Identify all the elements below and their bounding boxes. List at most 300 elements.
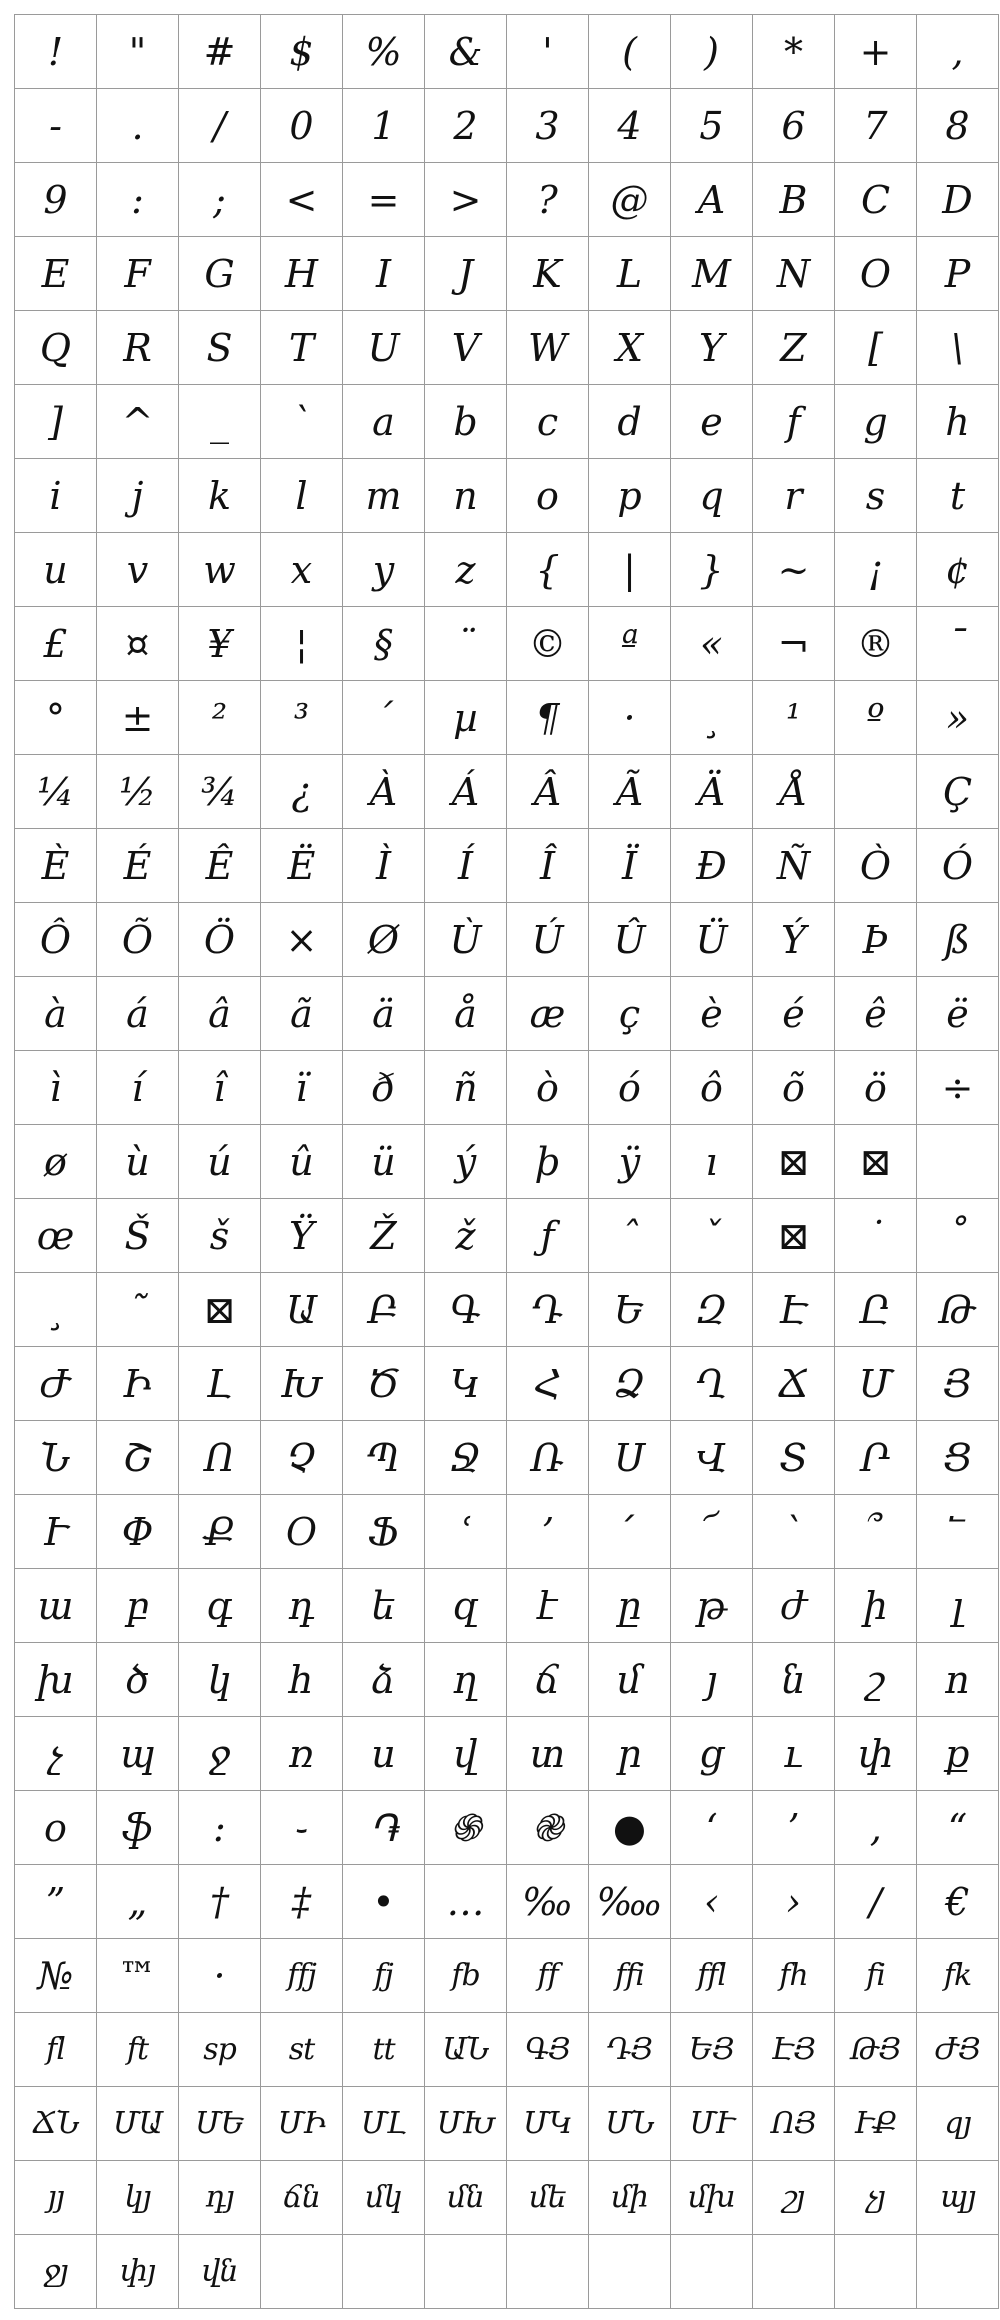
glyph-row bbox=[15, 977, 999, 1051]
glyph-cell: tt bbox=[343, 2013, 425, 2087]
glyph-cell: Ջ bbox=[425, 1421, 507, 1495]
glyph-cell: í bbox=[97, 1051, 179, 1125]
glyph-cell: ¥ bbox=[179, 607, 261, 681]
glyph-cell: k bbox=[179, 459, 261, 533]
glyph-cell: Ճ bbox=[753, 1347, 835, 1421]
glyph-cell: յյ bbox=[15, 2161, 97, 2235]
glyph-cell: ⊠ bbox=[835, 1125, 917, 1199]
glyph-cell: պյ bbox=[917, 2161, 999, 2235]
glyph-cell: ՞ bbox=[835, 1495, 917, 1569]
glyph-row bbox=[15, 237, 999, 311]
glyph-cell: á bbox=[97, 977, 179, 1051]
glyph-cell: կյ bbox=[97, 2161, 179, 2235]
glyph-cell: « bbox=[671, 607, 753, 681]
glyph-row bbox=[15, 1273, 999, 1347]
glyph-cell: ∕ bbox=[835, 1865, 917, 1939]
glyph-cell: õ bbox=[753, 1051, 835, 1125]
glyph-cell: A bbox=[671, 163, 753, 237]
glyph-cell: ˙ bbox=[835, 1199, 917, 1273]
glyph-cell: Գ bbox=[425, 1273, 507, 1347]
glyph-cell: ն bbox=[753, 1643, 835, 1717]
glyph-cell: ª bbox=[589, 607, 671, 681]
glyph-cell: h bbox=[917, 385, 999, 459]
glyph-cell: ¾ bbox=[179, 755, 261, 829]
glyph-cell: n bbox=[425, 459, 507, 533]
glyph-cell: r bbox=[753, 459, 835, 533]
glyph-cell: ffl bbox=[671, 1939, 753, 2013]
glyph-cell: e bbox=[671, 385, 753, 459]
glyph-row bbox=[15, 1347, 999, 1421]
glyph-cell: j bbox=[97, 459, 179, 533]
glyph-cell: ՙ bbox=[425, 1495, 507, 1569]
glyph-row bbox=[15, 1421, 999, 1495]
glyph-cell: † bbox=[179, 1865, 261, 1939]
glyph-cell: < bbox=[261, 163, 343, 237]
glyph-cell: Û bbox=[589, 903, 671, 977]
glyph-cell: ° bbox=[15, 681, 97, 755]
glyph-cell: fj bbox=[343, 1939, 425, 2013]
glyph-cell: ¢ bbox=[917, 533, 999, 607]
glyph-cell: ˆ bbox=[589, 1199, 671, 1273]
glyph-cell: շյ bbox=[753, 2161, 835, 2235]
glyph-cell: ձ bbox=[343, 1643, 425, 1717]
glyph-cell: ð bbox=[343, 1051, 425, 1125]
glyph-cell: Þ bbox=[835, 903, 917, 977]
glyph-cell: Õ bbox=[97, 903, 179, 977]
glyph-cell: ¶ bbox=[507, 681, 589, 755]
glyph-cell: $ bbox=[261, 15, 343, 89]
glyph-cell: դ bbox=[261, 1569, 343, 1643]
glyph-row bbox=[15, 1125, 999, 1199]
glyph-cell: ՝ bbox=[753, 1495, 835, 1569]
glyph-cell: ՄԻ bbox=[261, 2087, 343, 2161]
glyph-cell: u bbox=[15, 533, 97, 607]
glyph-cell: 1 bbox=[343, 89, 425, 163]
glyph-cell: ƒ bbox=[507, 1199, 589, 1273]
glyph-cell: Ÿ bbox=[261, 1199, 343, 1273]
glyph-cell: Խ bbox=[261, 1347, 343, 1421]
glyph-cell: Ë bbox=[261, 829, 343, 903]
glyph-cell: ՟ bbox=[917, 1495, 999, 1569]
glyph-cell: fl bbox=[15, 2013, 97, 2087]
glyph-cell: M bbox=[671, 237, 753, 311]
glyph-cell: “ bbox=[917, 1791, 999, 1865]
glyph-cell: ñ bbox=[425, 1051, 507, 1125]
glyph-row bbox=[15, 459, 999, 533]
glyph-cell: ֆ bbox=[97, 1791, 179, 1865]
glyph-cell: ի bbox=[835, 1569, 917, 1643]
glyph-cell: Մ bbox=[835, 1347, 917, 1421]
glyph-cell: ԴՅ bbox=[589, 2013, 671, 2087]
glyph-cell: ' bbox=[507, 15, 589, 89]
glyph-row bbox=[15, 1717, 999, 1791]
glyph-cell: é bbox=[753, 977, 835, 1051]
glyph-cell: ® bbox=[835, 607, 917, 681]
glyph-cell: Թ bbox=[917, 1273, 999, 1347]
glyph-cell: ՄԱ bbox=[97, 2087, 179, 2161]
glyph-cell: ÷ bbox=[917, 1051, 999, 1125]
empty-glyph-cell bbox=[917, 2235, 999, 2309]
glyph-cell: I bbox=[343, 237, 425, 311]
glyph-cell: Ê bbox=[179, 829, 261, 903]
glyph-cell: ô bbox=[671, 1051, 753, 1125]
glyph-cell: Բ bbox=[343, 1273, 425, 1347]
glyph-cell: - bbox=[15, 89, 97, 163]
glyph-row bbox=[15, 311, 999, 385]
glyph-cell: © bbox=[507, 607, 589, 681]
glyph-cell: ¸ bbox=[671, 681, 753, 755]
glyph-cell: ± bbox=[97, 681, 179, 755]
glyph-cell: a bbox=[343, 385, 425, 459]
glyph-cell: 8 bbox=[917, 89, 999, 163]
glyph-cell: ¿ bbox=[261, 755, 343, 829]
glyph-cell: Š bbox=[97, 1199, 179, 1273]
glyph-cell: ծ bbox=[97, 1643, 179, 1717]
glyph-cell: ՚ bbox=[507, 1495, 589, 1569]
glyph-cell: ‰ bbox=[507, 1865, 589, 1939]
glyph-cell: ժ bbox=[753, 1569, 835, 1643]
glyph-cell: ¦ bbox=[261, 607, 343, 681]
glyph-cell: fk bbox=[917, 1939, 999, 2013]
glyph-cell: W bbox=[507, 311, 589, 385]
glyph-cell: Y bbox=[671, 311, 753, 385]
glyph-cell: Å bbox=[753, 755, 835, 829]
glyph-cell: ’ bbox=[753, 1791, 835, 1865]
glyph-cell: Ì bbox=[343, 829, 425, 903]
glyph-cell: ¨ bbox=[425, 607, 507, 681]
glyph-row bbox=[15, 1865, 999, 1939]
glyph-cell: [ bbox=[835, 311, 917, 385]
glyph-cell: Ñ bbox=[753, 829, 835, 903]
glyph-cell: fi bbox=[835, 1939, 917, 2013]
glyph-cell: Ձ bbox=[589, 1347, 671, 1421]
glyph-cell: £ bbox=[15, 607, 97, 681]
glyph-cell: / bbox=[179, 89, 261, 163]
glyph-cell: մխ bbox=[671, 2161, 753, 2235]
glyph-cell: ú bbox=[179, 1125, 261, 1199]
glyph-cell: & bbox=[425, 15, 507, 89]
glyph-cell: qյ bbox=[917, 2087, 999, 2161]
glyph-cell: fh bbox=[753, 1939, 835, 2013]
empty-glyph-cell bbox=[835, 2235, 917, 2309]
glyph-cell: å bbox=[425, 977, 507, 1051]
glyph-cell: ] bbox=[15, 385, 97, 459]
glyph-row bbox=[15, 385, 999, 459]
empty-glyph-cell bbox=[753, 2235, 835, 2309]
glyph-cell: Ò bbox=[835, 829, 917, 903]
glyph-cell: ý bbox=[425, 1125, 507, 1199]
glyph-cell: ~ bbox=[753, 533, 835, 607]
glyph-cell: · bbox=[179, 1939, 261, 2013]
glyph-cell: y bbox=[343, 533, 425, 607]
glyph-cell: մի bbox=[589, 2161, 671, 2235]
empty-glyph-cell bbox=[917, 1125, 999, 1199]
glyph-cell: î bbox=[179, 1051, 261, 1125]
glyph-cell: Ր bbox=[835, 1421, 917, 1495]
glyph-cell: D bbox=[917, 163, 999, 237]
glyph-cell: ž bbox=[425, 1199, 507, 1273]
glyph-cell: ² bbox=[179, 681, 261, 755]
glyph-cell: ¯ bbox=[917, 607, 999, 681]
glyph-cell: ff bbox=[507, 1939, 589, 2013]
glyph-cell: æ bbox=[507, 977, 589, 1051]
glyph-chart-grid bbox=[14, 14, 999, 2309]
glyph-cell: 7 bbox=[835, 89, 917, 163]
glyph-cell: տ bbox=[507, 1717, 589, 1791]
glyph-cell: ՄԼ bbox=[343, 2087, 425, 2161]
glyph-cell: օ bbox=[15, 1791, 97, 1865]
glyph-cell: ՄԽ bbox=[425, 2087, 507, 2161]
glyph-cell: ffj bbox=[261, 1939, 343, 2013]
empty-glyph-cell bbox=[507, 2235, 589, 2309]
glyph-cell: Â bbox=[507, 755, 589, 829]
glyph-cell: ft bbox=[97, 2013, 179, 2087]
glyph-cell: ” bbox=[15, 1865, 97, 1939]
glyph-cell: ; bbox=[179, 163, 261, 237]
glyph-cell: } bbox=[671, 533, 753, 607]
glyph-cell: հ bbox=[261, 1643, 343, 1717]
glyph-cell: c bbox=[507, 385, 589, 459]
glyph-cell: մ bbox=[589, 1643, 671, 1717]
glyph-row bbox=[15, 163, 999, 237]
glyph-cell: ց bbox=[671, 1717, 753, 1791]
glyph-cell: թ bbox=[671, 1569, 753, 1643]
glyph-cell: Կ bbox=[425, 1347, 507, 1421]
glyph-cell: ‹ bbox=[671, 1865, 753, 1939]
glyph-cell: 9 bbox=[15, 163, 97, 237]
glyph-cell: š bbox=[179, 1199, 261, 1273]
glyph-cell: ı bbox=[671, 1125, 753, 1199]
glyph-cell: V bbox=[425, 311, 507, 385]
glyph-cell: 0 bbox=[261, 89, 343, 163]
glyph-cell: ռ bbox=[261, 1717, 343, 1791]
glyph-cell: sp bbox=[179, 2013, 261, 2087]
glyph-cell: œ bbox=[15, 1199, 97, 1273]
glyph-cell: Ց bbox=[917, 1421, 999, 1495]
glyph-cell: Ö bbox=[179, 903, 261, 977]
glyph-cell: ö bbox=[835, 1051, 917, 1125]
glyph-cell: g bbox=[835, 385, 917, 459]
glyph-cell: յ bbox=[671, 1643, 753, 1717]
glyph-row bbox=[15, 533, 999, 607]
glyph-cell: վն bbox=[179, 2235, 261, 2309]
glyph-cell: ¼ bbox=[15, 755, 97, 829]
glyph-cell: ֊ bbox=[261, 1791, 343, 1865]
glyph-cell: մն bbox=[425, 2161, 507, 2235]
glyph-row bbox=[15, 1643, 999, 1717]
glyph-cell: fb bbox=[425, 1939, 507, 2013]
glyph-cell: › bbox=[753, 1865, 835, 1939]
glyph-cell: ՒՔ bbox=[835, 2087, 917, 2161]
glyph-row bbox=[15, 681, 999, 755]
glyph-cell: ò bbox=[507, 1051, 589, 1125]
glyph-cell: ը bbox=[589, 1569, 671, 1643]
glyph-row bbox=[15, 1199, 999, 1273]
glyph-row bbox=[15, 903, 999, 977]
glyph-cell: փյ bbox=[97, 2235, 179, 2309]
glyph-cell: @ bbox=[589, 163, 671, 237]
empty-glyph-cell bbox=[671, 2235, 753, 2309]
glyph-cell: ղ bbox=[425, 1643, 507, 1717]
glyph-cell: մկ bbox=[343, 2161, 425, 2235]
glyph-cell: Ֆ bbox=[343, 1495, 425, 1569]
glyph-cell: # bbox=[179, 15, 261, 89]
glyph-cell: { bbox=[507, 533, 589, 607]
empty-glyph-cell bbox=[261, 2235, 343, 2309]
glyph-cell: º bbox=[835, 681, 917, 755]
glyph-cell: Ä bbox=[671, 755, 753, 829]
glyph-cell: L bbox=[589, 237, 671, 311]
glyph-cell: ¸ bbox=[15, 1273, 97, 1347]
empty-glyph-cell bbox=[425, 2235, 507, 2309]
glyph-cell: Q bbox=[15, 311, 97, 385]
glyph-cell: % bbox=[343, 15, 425, 89]
glyph-cell: Ե bbox=[589, 1273, 671, 1347]
glyph-cell: m bbox=[343, 459, 425, 533]
glyph-cell: 4 bbox=[589, 89, 671, 163]
glyph-cell: É bbox=[97, 829, 179, 903]
empty-glyph-cell bbox=[589, 2235, 671, 2309]
glyph-cell: O bbox=[835, 237, 917, 311]
glyph-cell: Ï bbox=[589, 829, 671, 903]
glyph-cell: ß bbox=[917, 903, 999, 977]
glyph-cell: № bbox=[15, 1939, 97, 2013]
glyph-cell: ø bbox=[15, 1125, 97, 1199]
glyph-cell: Ó bbox=[917, 829, 999, 903]
glyph-cell: ˜ bbox=[97, 1273, 179, 1347]
glyph-cell: N bbox=[753, 237, 835, 311]
glyph-cell: ճն bbox=[261, 2161, 343, 2235]
glyph-cell: _ bbox=[179, 385, 261, 459]
glyph-cell: Ք bbox=[179, 1495, 261, 1569]
glyph-cell: ո bbox=[917, 1643, 999, 1717]
glyph-cell: ˇ bbox=[671, 1199, 753, 1273]
glyph-cell: ք bbox=[917, 1717, 999, 1791]
glyph-cell: Օ bbox=[261, 1495, 343, 1569]
glyph-cell: ՈՅ bbox=[753, 2087, 835, 2161]
glyph-cell: ê bbox=[835, 977, 917, 1051]
glyph-cell: T bbox=[261, 311, 343, 385]
glyph-cell: ։ bbox=[179, 1791, 261, 1865]
glyph-cell: > bbox=[425, 163, 507, 237]
glyph-cell: J bbox=[425, 237, 507, 311]
glyph-cell: z bbox=[425, 533, 507, 607]
glyph-cell: Ս bbox=[589, 1421, 671, 1495]
glyph-cell: ՄՆ bbox=[589, 2087, 671, 2161]
glyph-cell: ՜ bbox=[671, 1495, 753, 1569]
glyph-cell: ¡ bbox=[835, 533, 917, 607]
glyph-cell: ֎ bbox=[507, 1791, 589, 1865]
glyph-cell: Ø bbox=[343, 903, 425, 977]
glyph-cell: q bbox=[671, 459, 753, 533]
glyph-row bbox=[15, 2087, 999, 2161]
glyph-cell: p bbox=[589, 459, 671, 533]
glyph-cell: ւ bbox=[753, 1717, 835, 1791]
glyph-cell: Դ bbox=[507, 1273, 589, 1347]
glyph-chart-body bbox=[15, 15, 999, 2309]
glyph-cell: o bbox=[507, 459, 589, 533]
glyph-cell: Ա bbox=[261, 1273, 343, 1347]
glyph-cell: à bbox=[15, 977, 97, 1051]
glyph-cell: Ը bbox=[835, 1273, 917, 1347]
glyph-cell: ⊠ bbox=[753, 1199, 835, 1273]
glyph-cell: Պ bbox=[343, 1421, 425, 1495]
glyph-row bbox=[15, 2161, 999, 2235]
glyph-cell: ‘ bbox=[671, 1791, 753, 1865]
glyph-cell: ù bbox=[97, 1125, 179, 1199]
glyph-cell: € bbox=[917, 1865, 999, 1939]
glyph-cell: · bbox=[589, 681, 671, 755]
glyph-cell: ճ bbox=[507, 1643, 589, 1717]
glyph-cell: ե bbox=[343, 1569, 425, 1643]
glyph-cell: ³ bbox=[261, 681, 343, 755]
glyph-cell: ԷՅ bbox=[753, 2013, 835, 2087]
glyph-cell: E bbox=[15, 237, 97, 311]
glyph-cell: ՃՆ bbox=[15, 2087, 97, 2161]
glyph-cell: ? bbox=[507, 163, 589, 237]
glyph-cell: ԳՅ bbox=[507, 2013, 589, 2087]
glyph-row bbox=[15, 1569, 999, 1643]
glyph-row bbox=[15, 89, 999, 163]
glyph-cell: Ð bbox=[671, 829, 753, 903]
glyph-cell: շ bbox=[835, 1643, 917, 1717]
glyph-cell: v bbox=[97, 533, 179, 607]
glyph-cell: S bbox=[179, 311, 261, 385]
glyph-row bbox=[15, 829, 999, 903]
glyph-cell: զ bbox=[425, 1569, 507, 1643]
glyph-cell: È bbox=[15, 829, 97, 903]
glyph-cell: U bbox=[343, 311, 425, 385]
glyph-cell: ) bbox=[671, 15, 753, 89]
glyph-cell: ‚ bbox=[835, 1791, 917, 1865]
glyph-cell: Ý bbox=[753, 903, 835, 977]
glyph-cell: Ի bbox=[97, 1347, 179, 1421]
glyph-cell: X bbox=[589, 311, 671, 385]
empty-glyph-cell bbox=[835, 755, 917, 829]
glyph-cell: • bbox=[343, 1865, 425, 1939]
glyph-cell: ա bbox=[15, 1569, 97, 1643]
glyph-cell: = bbox=[343, 163, 425, 237]
glyph-cell: x bbox=[261, 533, 343, 607]
glyph-row bbox=[15, 1939, 999, 2013]
glyph-cell: կ bbox=[179, 1643, 261, 1717]
glyph-cell: Z bbox=[753, 311, 835, 385]
glyph-cell: վ bbox=[425, 1717, 507, 1791]
glyph-cell: H bbox=[261, 237, 343, 311]
glyph-row bbox=[15, 2235, 999, 2309]
glyph-cell: C bbox=[835, 163, 917, 237]
glyph-cell: դյ bbox=[179, 2161, 261, 2235]
glyph-cell: st bbox=[261, 2013, 343, 2087]
glyph-row bbox=[15, 1051, 999, 1125]
glyph-cell: ´ bbox=[343, 681, 425, 755]
glyph-cell: ! bbox=[15, 15, 97, 89]
glyph-cell: Ô bbox=[15, 903, 97, 977]
glyph-cell: Տ bbox=[753, 1421, 835, 1495]
glyph-cell: 2 bbox=[425, 89, 507, 163]
glyph-cell: . bbox=[97, 89, 179, 163]
glyph-cell: 3 bbox=[507, 89, 589, 163]
glyph-cell: § bbox=[343, 607, 425, 681]
glyph-cell: ` bbox=[261, 385, 343, 459]
glyph-cell: | bbox=[589, 533, 671, 607]
glyph-cell: b bbox=[425, 385, 507, 459]
glyph-cell: Á bbox=[425, 755, 507, 829]
glyph-cell: Ո bbox=[179, 1421, 261, 1495]
glyph-cell: ֍ bbox=[425, 1791, 507, 1865]
glyph-cell: Է bbox=[753, 1273, 835, 1347]
glyph-cell: ՛ bbox=[589, 1495, 671, 1569]
